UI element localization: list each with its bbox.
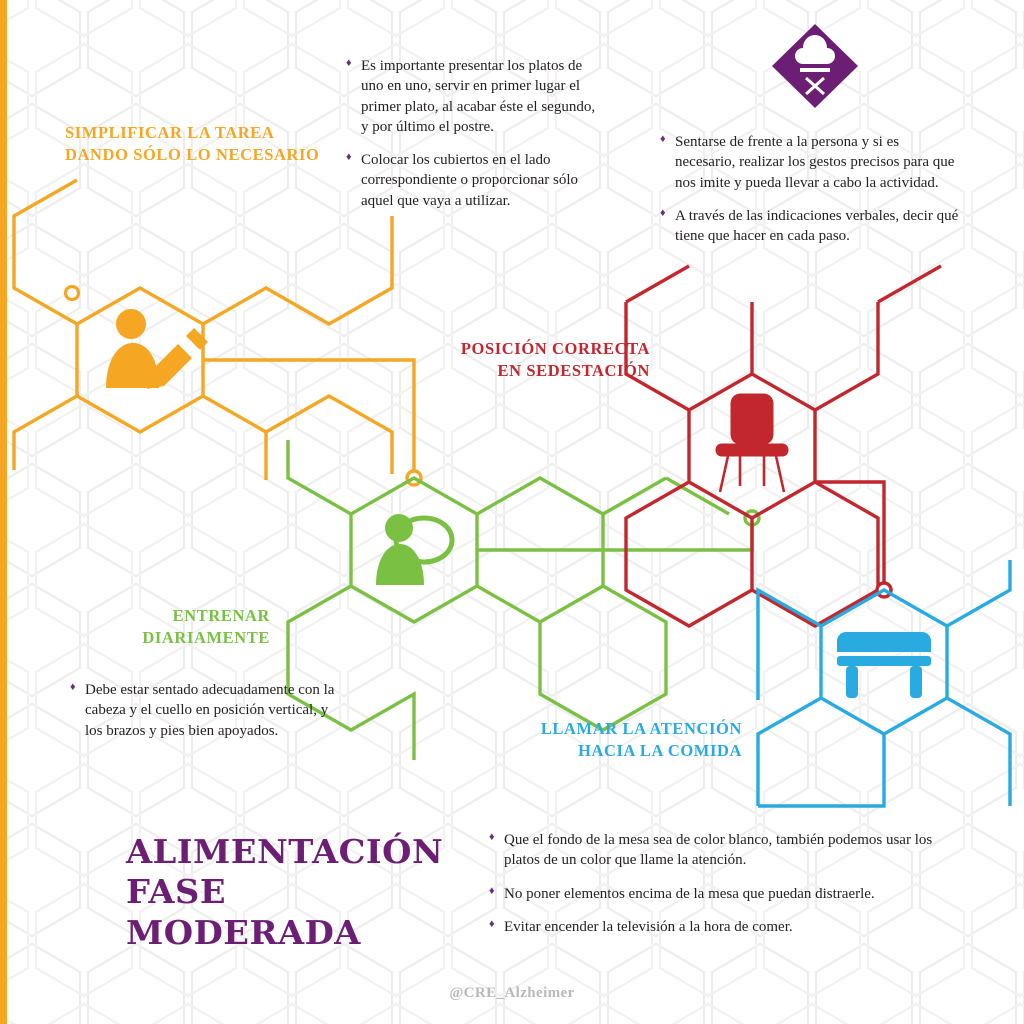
bullet-item: ♦ Evitar encender la televisión a la hora de comer.: [489, 917, 957, 937]
node-title-entrenar: [90, 605, 270, 650]
bullet-item: ♦ Debe estar sentado adecuadamente con la cabeza y el cuello en posición vertical, y los brazos y pies bien apoyados.: [70, 680, 342, 741]
person-writing-pencil-icon: [106, 309, 208, 389]
chef-hat-fork-knife-badge: [772, 24, 858, 108]
title-line-2: DANDO SÓLO LO NECESARIO: [65, 145, 320, 165]
title-line-1: LLAMAR LA ATENCIÓN: [540, 719, 742, 738]
title-line-2: EN SEDESTACIÓN: [497, 361, 650, 381]
bullet-item: ♦ Que el fondo de la mesa sea de color blanco, también podemos usar los platos de un color que llame la atención.: [489, 830, 957, 871]
bullet-item: ♦ Sentarse de frente a la persona y si es necesario, realizar los gestos precisos para que nos imite y pueda llevar a cabo la actividad.: [660, 132, 960, 193]
page-title-line-1: ALIMENTACIÓN: [126, 832, 444, 871]
node-title-simplificar: [65, 122, 345, 167]
bullets-llamar: [489, 830, 957, 937]
chair-icon: [716, 394, 788, 492]
social-handle: @CRE_Alzheimer: [449, 985, 575, 1001]
person-speech-bubble-icon: [376, 514, 452, 585]
node-title-llamar: [480, 718, 742, 763]
page-title: [126, 832, 463, 953]
title-line-1: SIMPLIFICAR LA TAREA: [65, 123, 275, 142]
page-title-line-2: FASE MODERADA: [126, 872, 361, 952]
title-line-2: HACIA LA COMIDA: [578, 741, 742, 761]
title-line-2: DIARIAMENTE: [142, 628, 270, 648]
node-title-posicion: [410, 338, 650, 383]
bullets-posicion: [70, 680, 342, 741]
title-line-1: POSICIÓN CORRECTA: [460, 339, 650, 358]
table-icon: [837, 632, 931, 698]
bullet-item: ♦ Es importante presentar los platos de uno en uno, servir en primer lugar el primer plato, al acabar éste el segundo, y por último el postre.: [346, 56, 602, 137]
bullet-item: ♦ A través de las indicaciones verbales, decir qué tiene que hacer en cada paso.: [660, 206, 960, 247]
bullets-entrenar: [660, 132, 960, 246]
bullets-simplificar: [346, 56, 602, 211]
bullet-item: ♦ Colocar los cubiertos en el lado correspondiente o proporcionar sólo aquel que vaya a utilizar.: [346, 150, 602, 211]
bullet-item: ♦ No poner elementos encima de la mesa que puedan distraerle.: [489, 884, 957, 904]
title-line-1: ENTRENAR: [172, 606, 270, 625]
